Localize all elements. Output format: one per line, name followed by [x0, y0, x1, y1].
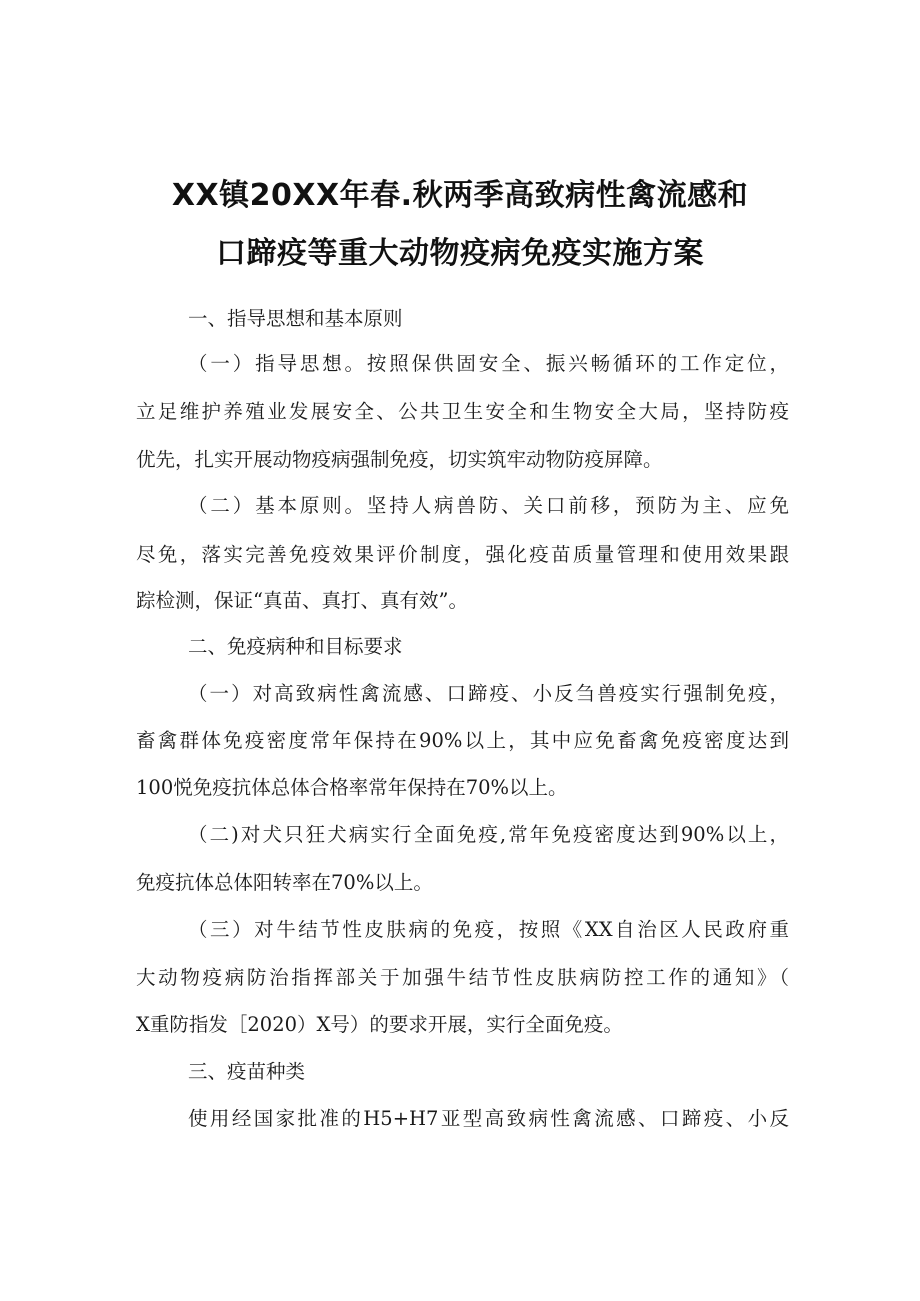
- paragraph-line: （一）指导思想。按照保供固安全、振兴畅循环的工作定位，: [188, 352, 789, 375]
- section-heading-1: 一、指导思想和基本原则: [188, 307, 403, 330]
- paragraph-line: 优先，扎实开展动物疫病强制免疫，切实筑牢动物防疫屏障。: [136, 448, 663, 471]
- document-title-line-2: 口蹄疫等重大动物疫病免疫实施方案: [216, 236, 704, 271]
- paragraph-line: 大动物疫病防治指挥部关于加强牛结节性皮肤病防控工作的通知》（: [136, 966, 789, 989]
- document-title-line-1: XX镇20XX年春.秋两季高致病性禽流感和: [171, 178, 749, 213]
- paragraph-line: （二）基本原则。坚持人病兽防、关口前移，预防为主、应免: [188, 494, 789, 517]
- section-heading-3: 三、疫苗种类: [188, 1060, 306, 1083]
- paragraph-line: 畜禽群体免疫密度常年保持在90%以上，其中应免畜禽免疫密度达到: [136, 729, 789, 752]
- paragraph-line: 100悦免疫抗体总体合格率常年保持在70%以上。: [136, 776, 568, 799]
- paragraph-line: （一）对高致病性禽流感、口蹄疫、小反刍兽疫实行强制免疫，: [188, 682, 789, 705]
- paragraph-line: X重防指发［2020）X号）的要求开展，实行全面免疫。: [136, 1013, 623, 1036]
- paragraph-line: 踪检测，保证“真苗、真打、真有效”。: [136, 589, 468, 612]
- paragraph-line: 使用经国家批准的H5+H7亚型高致病性禽流感、口蹄疫、小反: [188, 1107, 789, 1130]
- section-heading-2: 二、免疫病种和目标要求: [188, 635, 403, 658]
- paragraph-line: （三）对牛结节性皮肤病的免疫，按照《XX自治区人民政府重: [188, 918, 789, 941]
- paragraph-line: 免疫抗体总体阳转率在70%以上。: [136, 871, 433, 894]
- paragraph-line: 立足维护养殖业发展安全、公共卫生安全和生物安全大局，坚持防疫: [136, 400, 789, 423]
- paragraph-line: 尽免，落实完善免疫效果评价制度，强化疫苗质量管理和使用效果跟: [136, 543, 789, 566]
- paragraph-line: （二)对犬只狂犬病实行全面免疫,常年免疫密度达到90%以上，: [188, 823, 789, 846]
